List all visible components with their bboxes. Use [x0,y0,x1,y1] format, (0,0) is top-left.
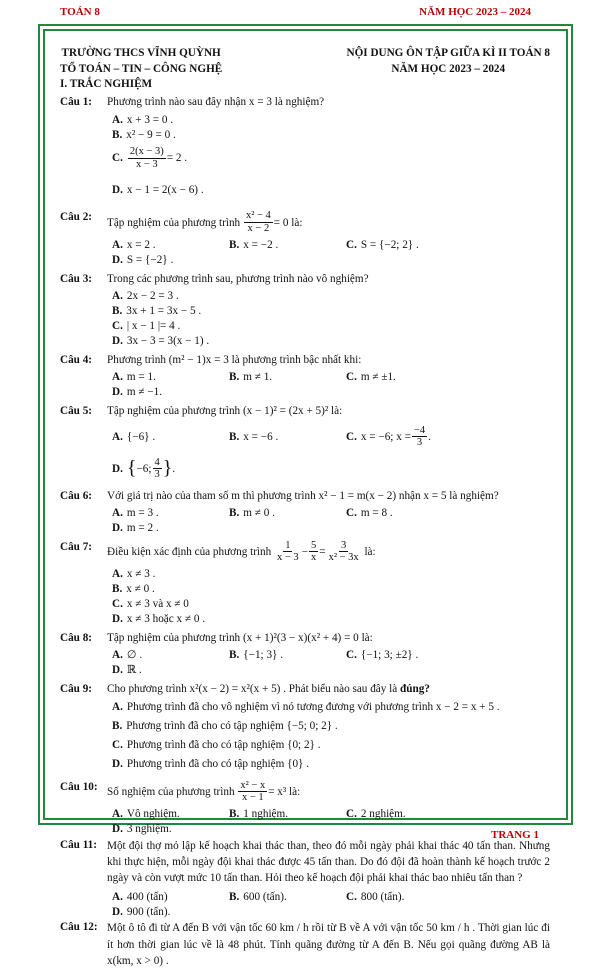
question-text: Phương trình (m² − 1)x = 3 là phương trình bậc nhất khi: [107,353,362,366]
fraction: $\frac{5}{x}$ [311,539,317,564]
option-d[interactable]: D. x ≠ 3 hoặc x ≠ 0 . [112,613,206,626]
department-name: TỔ TOÁN – TIN – CÔNG NGHỆ [60,63,223,76]
option-a[interactable]: A. x = 2 . [112,239,156,252]
page-number: TRANG 1 [491,829,539,841]
question-number: Câu 8: [60,631,93,644]
question-text: Với giá trị nào của tham số m thì phương trình x² − 1 = m(x − 2) nhận x = 5 là nghiệm? [107,489,499,502]
option-d[interactable]: D. x − 1 = 2(x − 6) . [112,184,204,197]
question-4 [60,353,550,367]
question-number: Câu 9: [60,682,93,695]
fraction: $\frac{3}{\text{x² − 3x}}$ [328,539,359,564]
fraction: $\frac{\text{x² − x}}{x - 1}$ [240,779,266,804]
title-line-2: NĂM HỌC 2023 – 2024 [391,63,506,76]
option-a[interactable]: A. 2x − 2 = 3 . [112,290,179,303]
option-d[interactable]: D. { −6; $\frac{4}{3}$ } . [112,456,176,481]
option-b[interactable]: B. x = −6 . [229,430,279,443]
option-c[interactable]: C. 800 (tấn). [346,890,405,903]
school-heading [60,45,550,77]
option-d[interactable]: D. ℝ . [112,664,142,677]
option-c[interactable]: C. x = −6; x = $\frac{-4}{3}$ . [346,424,431,449]
option-a[interactable]: A. Vô nghiệm. [112,808,180,821]
option-a[interactable]: A. 400 (tấn) [112,890,168,903]
school-name: TRƯỜNG THCS VĨNH QUỲNH [61,47,221,59]
question-12 [60,920,550,969]
question-text: Trong các phương trình sau, phương trình nào vô nghiệm? [107,272,369,285]
option-d[interactable]: D. m = 2 . [112,522,159,535]
question-text: Điều kiện xác định của phương trình $\frac{1}{x - 3}$ − $\frac{5}{x}$ = $\frac{3}{\text{x² − 3x}}$ là: [107,539,376,564]
question-5 [60,404,550,418]
header-school-year: NĂM HỌC 2023 – 2024 [419,6,531,18]
school-info [60,45,222,77]
option-c[interactable]: C. m ≠ ±1. [346,371,396,384]
question-1 [60,95,550,109]
option-c[interactable]: C. m = 8 . [346,507,393,520]
option-d[interactable]: D. 3 nghiệm. [112,823,172,836]
option-a[interactable]: A. m = 3 . [112,507,159,520]
question-text: Tập nghiệm của phương trình (x − 1)² = (2x + 5)² là: [107,404,343,417]
question-8 [60,631,550,645]
option-b[interactable]: B. x² − 9 = 0 . [112,128,176,141]
question-text: Cho phương trình x²(x − 2) = x²(x + 5) . Phát biểu nào sau đây là đúng? [107,682,430,695]
question-number: Câu 4: [60,353,93,366]
question-2 [60,210,550,234]
option-b[interactable]: B. Phương trình đã cho có tập nghiệm {−5; 0; 2} . [112,720,338,733]
option-b[interactable]: B. m ≠ 1. [229,371,273,384]
fraction: $\frac{\text{x² − 4}}{x - 2}$ [245,210,271,235]
option-b[interactable]: B. m ≠ 0 . [229,507,275,520]
option-c[interactable]: C. Phương trình đã cho có tập nghiệm {0; 2} . [112,739,321,752]
option-b[interactable]: B. 3x + 1 = 3x − 5 . [112,305,202,318]
option-a[interactable]: A. x ≠ 3 . [112,568,156,581]
question-8-options [112,648,550,678]
option-d[interactable]: D. 3x − 3 = 3(x − 1) . [112,335,210,348]
question-7 [60,540,550,564]
document-body [60,45,550,969]
fraction: $\frac{-4}{3}$ [413,424,426,449]
question-11 [60,838,550,887]
section-heading: I. TRẮC NGHIỆM [60,78,153,91]
option-c[interactable]: C. S = {−2; 2} . [346,239,419,252]
question-4-options [112,370,550,400]
fraction: $\frac{4}{3}$ [154,456,160,481]
option-c[interactable]: C. 2 nghiệm. [346,808,406,821]
option-b[interactable]: B. x ≠ 0 . [112,583,155,596]
option-c[interactable]: C. {−1; 3; ±2} . [346,649,419,662]
question-3 [60,272,550,286]
question-number: Câu 5: [60,404,93,417]
question-number: Câu 10: [60,780,98,793]
question-1-options [112,112,550,206]
question-text: Phương trình nào sau đây nhận x = 3 là nghiệm? [107,96,325,109]
option-d[interactable]: D. 900 (tấn). [112,905,171,918]
option-d[interactable]: D. S = {−2} . [112,254,174,267]
question-text: Tập nghiệm của phương trình $\frac{\text{x² − 4}}{x - 2}$ = 0 là: [107,210,303,235]
question-text: Tập nghiệm của phương trình (x + 1)²(3 − x)(x² + 4) = 0 là: [107,631,373,644]
question-number: Câu 1: [60,96,93,109]
fraction: $\frac{2(x - 3)}{x - 3}$ [129,146,164,170]
question-text: Số nghiệm của phương trình $\frac{\text{x² − x}}{x - 1}$ = x³ là: [107,779,301,804]
option-b[interactable]: B. {−1; 3} . [229,649,284,662]
question-6-options [112,506,550,536]
question-9-options [112,696,550,772]
question-2-options [112,238,550,268]
document-title [347,45,550,77]
option-d[interactable]: D. Phương trình đã cho có tập nghiệm {0} . [112,758,310,771]
question-number: Câu 6: [60,489,93,502]
option-c[interactable]: C. | x − 1 |= 4 . [112,320,181,333]
option-a[interactable]: A. {−6} . [112,430,156,443]
option-a[interactable]: A. ∅ . [112,649,143,662]
question-text: Một ô tô đi từ A đến B với vận tốc 60 km / h rồi từ B về A với vận tốc 50 km / h . Thời gian lúc đi ít hơn thời gian lúc về là 48 phút. Tính quãng đường từ A đến B. Nếu gọi quãng đường AB là x(km, x > 0) . [107,922,550,967]
option-c[interactable]: C. x ≠ 3 và x ≠ 0 [112,598,189,611]
question-6 [60,489,550,503]
option-a[interactable]: A. m = 1. [112,371,156,384]
question-9 [60,682,550,696]
question-5-options [112,421,550,485]
question-11-options [112,889,550,919]
question-10-options [112,807,550,837]
question-number: Câu 2: [60,211,93,224]
option-c[interactable]: C. $\frac{2(x - 3)}{x - 3}$ = 2 . [112,146,188,170]
option-a[interactable]: A. Phương trình đã cho vô nghiệm vì nó tương đương với phương trình x − 2 = x + 5 . [112,701,500,714]
question-text: Một đội thợ mỏ lập kế hoạch khai thác than, theo đó mỗi ngày phải khai thác 40 tấn than. Nhưng khi thực hiện, mỗi ngày đội khai thác được 45 tấn than. Do đó đội đã hoàn thành kế hoạch trước 2 ngày và còn vượt mức 10 tấn than. Hỏi theo kế hoạch đội phải khai thác bao nhiêu tấn than ? [107,839,550,885]
question-number: Câu 7: [60,540,93,553]
question-7-options [112,567,550,627]
option-b[interactable]: B. 600 (tấn). [229,890,287,903]
question-number: Câu 11: [60,838,97,851]
option-b[interactable]: B. x = −2 . [229,239,279,252]
header-subject: TOÁN 8 [60,6,100,18]
fraction: $\frac{1}{x - 3}$ [277,539,299,564]
question-number: Câu 3: [60,272,93,285]
question-10 [60,780,550,804]
option-b[interactable]: B. 1 nghiệm. [229,808,289,821]
title-line-1: NỘI DUNG ÔN TẬP GIỮA KÌ II TOÁN 8 [346,47,550,59]
question-number: Câu 12: [60,921,98,934]
option-d[interactable]: D. m ≠ −1. [112,386,163,399]
option-a[interactable]: A. x + 3 = 0 . [112,113,174,126]
question-3-options [112,289,550,349]
